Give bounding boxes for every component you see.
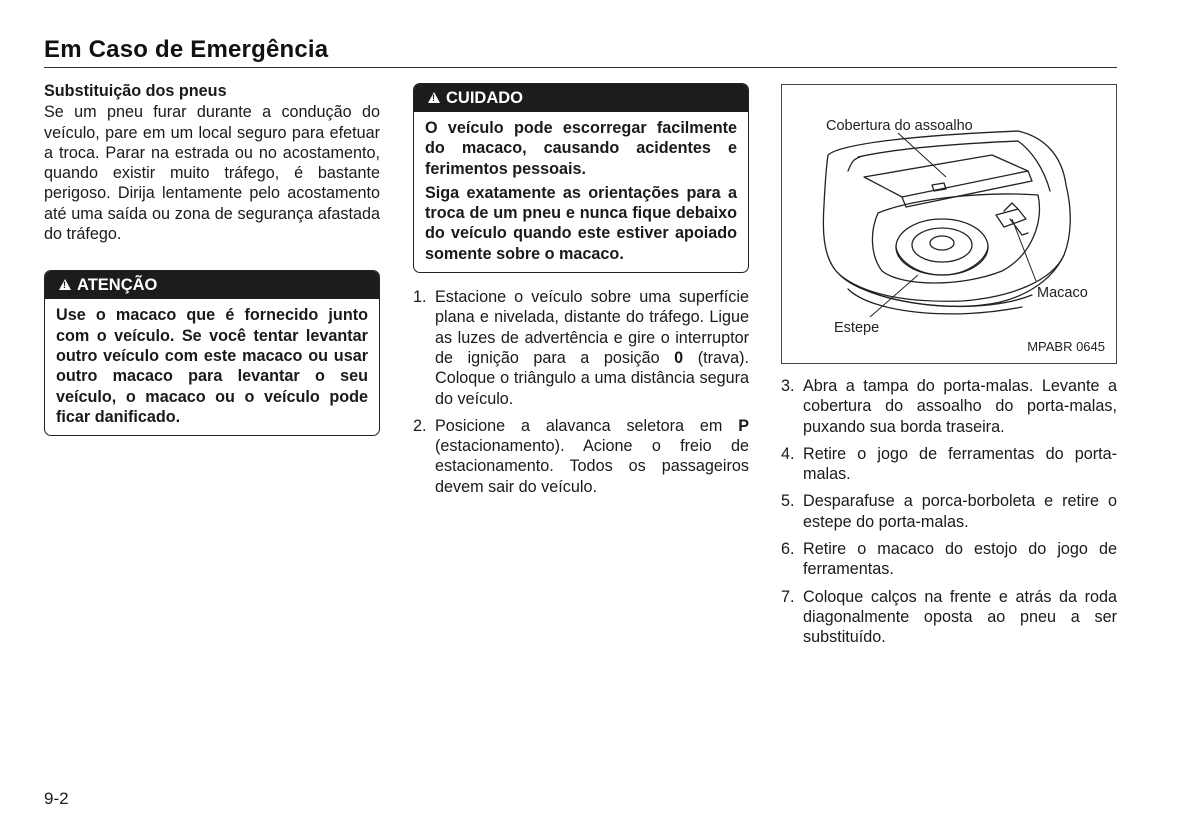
attention-body — [45, 299, 379, 435]
label-spare-tire: Estepe — [834, 320, 880, 336]
label-floor-cover: Cobertura do assoalho — [826, 118, 973, 134]
step-number: 6. — [781, 540, 795, 559]
caution-title: CUIDADO — [446, 89, 523, 107]
step-text-part: (trava). Coloque o triângulo a uma distância segura do veículo. — [435, 348, 749, 408]
list-item — [413, 416, 749, 497]
step-text-bold: P — [738, 416, 749, 435]
list-item — [781, 491, 1117, 532]
step-number: 4. — [781, 444, 795, 463]
title-divider — [44, 67, 1117, 68]
warning-triangle-icon — [59, 279, 71, 290]
caution-body — [414, 112, 748, 272]
attention-box — [44, 270, 380, 436]
step-text-bold: 0 — [674, 348, 684, 367]
step-text: Coloque calços na frente e atrás da roda diagonalmente oposta ao pneu a ser substituído. — [803, 587, 1117, 647]
caution-paragraph-2: Siga exatamente as orientações para a troca de um pneu e nunca fique debaixo do veículo quando este estiver apoiado somente sobre o macaco. — [425, 183, 737, 263]
attention-header — [45, 271, 379, 299]
step-number: 7. — [781, 587, 795, 606]
step-text — [435, 416, 749, 497]
left-column — [44, 81, 380, 436]
step-text-part: (estacionamento). Acione o freio de estacionamento. Todos os passageiros devem sair do veículo. — [435, 437, 749, 496]
list-item — [781, 376, 1117, 437]
step-text: Retire o jogo de ferramentas do porta-malas. — [803, 444, 1117, 484]
step-text: Desparafuse a porca-borboleta e retire o estepe do porta-malas. — [803, 492, 1117, 531]
steps-list-1 — [413, 287, 749, 497]
caution-box — [413, 83, 749, 273]
figure-code: MPABR 0645 — [1027, 338, 1105, 354]
list-item — [781, 444, 1117, 485]
attention-text: Use o macaco que é fornecido junto com o veículo. Se você tentar levantar outro veículo com este macaco ou usar outro macaco para levantar o seu veículo, o macaco ou o veículo pode ficar danificado. — [56, 306, 368, 426]
list-item — [781, 539, 1117, 580]
middle-column — [413, 83, 749, 504]
list-item — [781, 587, 1117, 648]
trunk-figure — [781, 84, 1117, 364]
steps-list-2 — [781, 376, 1117, 648]
list-item — [413, 287, 749, 409]
caution-paragraph-1: O veículo pode escorregar facilmente do macaco, causando acidentes e ferimentos pessoais. — [425, 119, 737, 178]
page-number: 9-2 — [44, 789, 69, 808]
step-text: Retire o macaco do estojo do jogo de ferramentas. — [803, 540, 1117, 579]
step-text — [435, 287, 749, 409]
step-text: Abra a tampa do porta-malas. Levante a cobertura do assoalho do porta-malas, puxando sua borda traseira. — [803, 377, 1117, 436]
warning-triangle-icon — [428, 92, 440, 103]
label-jack: Macaco — [1037, 285, 1088, 301]
intro-paragraph: Se um pneu furar durante a condução do veículo, pare em um local seguro para efetuar a troca. Parar na estrada ou no acostamento, quando existir muito tráfego, é bastante perigoso. Dirija lentamente pelo acostamento até uma saída ou zona de segurança afastada do tráfego. — [44, 103, 380, 244]
step-number: 5. — [781, 492, 795, 511]
step-number: 3. — [781, 377, 795, 395]
step-number: 2. — [413, 416, 427, 435]
attention-title: ATENÇÃO — [77, 276, 158, 295]
right-column — [781, 84, 1117, 655]
step-number: 1. — [413, 288, 427, 307]
page-title: Em Caso de Emergência — [44, 36, 329, 63]
caution-header — [414, 84, 748, 112]
step-text-part: Posicione a alavanca seletora em — [435, 416, 739, 435]
step-text-part: Estacione o veículo sobre uma superfície plana e nivelada, distante do tráfego. Ligue as luzes de advertência e gire o interruptor de ignição para a posição — [435, 288, 749, 367]
section-heading: Substituição dos pneus — [44, 82, 227, 100]
